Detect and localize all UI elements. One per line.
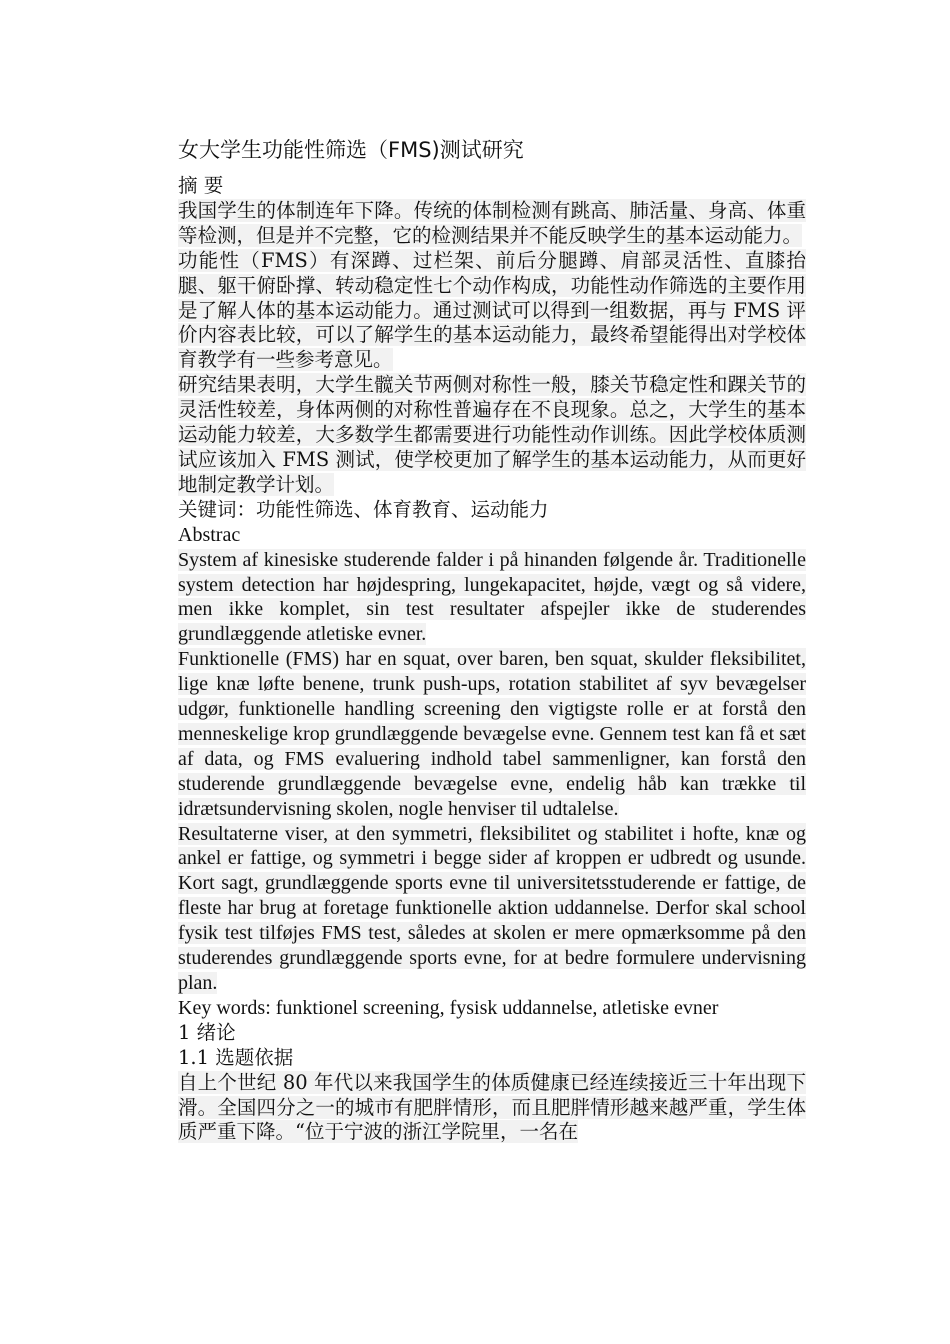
abstract-cn-paragraph-1: 我国学生的体制连年下降。传统的体制检测有跳高、肺活量、身高、体重等检测，但是并不完整，它的检测结果并不能反映学生的基本运动能力。 (178, 198, 806, 247)
section-1-1-paragraph: 自上个世纪 80 年代以来我国学生的体质健康已经连续接近三十年出现下滑。全国四分之一的城市有肥胖情形，而且肥胖情形越来越严重，学生体质严重下降。“位于宁波的浙江学院里，一名在 (178, 1070, 806, 1144)
abstract-heading-cn: 摘 要 (178, 174, 224, 197)
abstract-heading-en: Abstrac (178, 523, 241, 546)
keywords-en: Key words: funktionel screening, fysisk uddannelse, atletiske evner (178, 996, 719, 1019)
abstract-en-paragraph-3: Resultaterne viser, at den symmetri, fleksibilitet og stabilitet i hofte, knæ og ankel er fattige, og symmetri i begge sider af kroppen er udbredt og usunde. Kort sagt, grundlæggende sports evne til universitetsstuderende er fattige, de fleste har brug at foretage funktionelle aktion uddannelse. Derfor skal school fysik test tilføjes FMS test, således at skolen er mere opmærksomme på den studerendes grundlæggende sports evne, for at bedre formulere undervisning plan. (178, 822, 806, 994)
abstract-cn-paragraph-2: 功能性（FMS）有深蹲、过栏架、前后分腿蹲、肩部灵活性、直膝抬腿、躯干俯卧撑、转动稳定性七个动作构成，功能性动作筛选的主要作用是了解人体的基本运动能力。通过测试可以得到一组数据，再与 FMS 评价内容表比较，可以了解学生的基本运动能力，最终希望能得出对学校体育教学有一些参考意见。 (178, 248, 806, 372)
document-page (178, 136, 806, 1145)
abstract-en-paragraph-1: System af kinesiske studerende falder i på hinanden følgende år. Traditionelle system detection har højdespring, lungekapacitet, højde, vægt og så videre, men ikke komplet, sin test resultater afspejler ikke de studerendes grundlæggende atletiske evner. (178, 548, 806, 646)
abstract-cn-paragraph-3: 研究结果表明，大学生髋关节两侧对称性一般，膝关节稳定性和踝关节的灵活性较差，身体两侧的对称性普遍存在不良现象。总之，大学生的基本运动能力较差，大多数学生都需要进行功能性动作训练。因此学校体质测试应该加入 FMS 测试，使学校更加了解学生的基本运动能力，从而更好地制定教学计划。 (178, 373, 806, 496)
section-1-heading: 1 绪论 (178, 1020, 236, 1044)
abstract-en-paragraph-2: Funktionelle (FMS) har en squat, over baren, ben squat, skulder fleksibilitet, lige knæ løfte benene, trunk push-ups, rotation stabilitet af syv bevægelser udgør, funktionelle handling screening den vigtigste rolle er at forstå den menneskelige krop grundlæggende bevægelse evne. Gennem test kan få et sæt af data, og FMS evaluering indhold tabel sammenligner, kan forstå den studerende grundlæggende bevægelse evne, endelig håb kan trække til idrætsundervisning skolen, nogle henviser til udtalelse. (178, 648, 806, 820)
keywords-cn: 关键词：功能性筛选、体育教育、运动能力 (178, 497, 549, 521)
document-title: 女大学生功能性筛选（FMS)测试研究 (178, 138, 524, 162)
section-1-1-heading: 1.1 选题依据 (178, 1045, 294, 1069)
